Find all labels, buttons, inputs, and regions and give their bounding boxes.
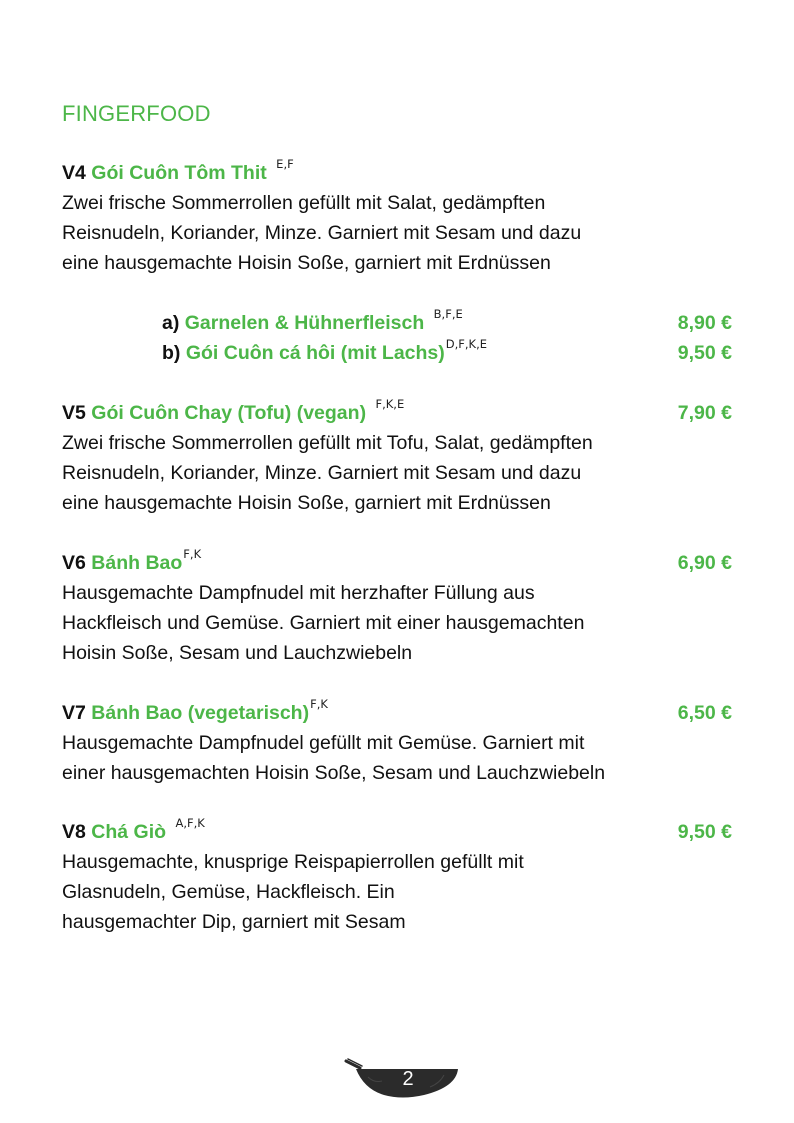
menu-item-v6 bbox=[62, 549, 732, 668]
item-name: Gói Cuôn Chay (Tofu) (vegan) bbox=[91, 402, 367, 424]
section-title: FINGERFOOD bbox=[62, 101, 211, 126]
item-header bbox=[62, 159, 732, 187]
allergen-codes: D,F,K,E bbox=[445, 337, 488, 351]
item-description bbox=[62, 188, 732, 278]
item-header bbox=[62, 699, 732, 727]
allergen-codes: E,F bbox=[276, 157, 294, 171]
description-line: Zwei frische Sommerrollen gefüllt mit Salat, gedämpften bbox=[62, 192, 546, 214]
menu-item-v7 bbox=[62, 699, 732, 788]
description-line: hausgemachter Dip, garniert mit Sesam bbox=[62, 911, 406, 933]
menu-item-v8 bbox=[62, 818, 732, 937]
page-number: 2 bbox=[402, 1068, 414, 1090]
description-line: einer hausgemachten Hoisin Soße, Sesam und Lauchzwiebeln bbox=[62, 762, 606, 784]
item-price: 6,50 € bbox=[677, 702, 732, 724]
option-label: b) bbox=[162, 342, 181, 364]
option-name: Gói Cuôn cá hôi (mit Lachs) bbox=[185, 342, 445, 364]
description-line: Glasnudeln, Gemüse, Hackfleisch. Ein bbox=[62, 881, 395, 903]
menu-item-v5 bbox=[62, 399, 732, 518]
allergen-codes: F,K,E bbox=[375, 397, 405, 411]
item-code: V7 bbox=[62, 702, 86, 724]
description-line: eine hausgemachte Hoisin Soße, garniert mit Erdnüssen bbox=[62, 492, 551, 514]
item-header bbox=[62, 399, 732, 427]
allergen-codes: F,K bbox=[310, 697, 328, 711]
item-price: 6,90 € bbox=[677, 552, 732, 574]
item-name: Gói Cuôn Tôm Thit bbox=[91, 162, 267, 184]
item-price: 7,90 € bbox=[677, 402, 732, 424]
item-description bbox=[62, 578, 732, 668]
menu-item-v4 bbox=[62, 159, 732, 278]
description-line: Hackfleisch und Gemüse. Garniert mit einer hausgemachten bbox=[62, 612, 585, 634]
item-header bbox=[62, 818, 732, 846]
option-price: 9,50 € bbox=[677, 342, 732, 364]
description-line: Reisnudeln, Koriander, Minze. Garniert mit Sesam und dazu bbox=[62, 462, 582, 484]
item-name: Bánh Bao bbox=[91, 552, 183, 574]
item-name: Chá Giò bbox=[91, 821, 167, 843]
item-code: V8 bbox=[62, 821, 86, 843]
item-code: V6 bbox=[62, 552, 86, 574]
item-description bbox=[62, 728, 732, 788]
description-line: Hausgemachte, knusprige Reispapierrollen gefüllt mit bbox=[62, 851, 524, 873]
description-line: Reisnudeln, Koriander, Minze. Garniert mit Sesam und dazu bbox=[62, 222, 582, 244]
item-price: 9,50 € bbox=[677, 821, 732, 843]
description-line: Hausgemachte Dampfnudel gefüllt mit Gemüse. Garniert mit bbox=[62, 732, 585, 754]
item-code: V5 bbox=[62, 402, 86, 424]
option-name: Garnelen & Hühnerfleisch bbox=[184, 312, 425, 334]
allergen-codes: B,F,E bbox=[433, 307, 463, 321]
menu-option-a bbox=[162, 309, 732, 337]
item-header bbox=[62, 549, 732, 577]
description-line: Zwei frische Sommerrollen gefüllt mit Tofu, Salat, gedämpften bbox=[62, 432, 593, 454]
description-line: Hoisin Soße, Sesam und Lauchzwiebeln bbox=[62, 642, 413, 664]
description-line: Hausgemachte Dampfnudel mit herzhafter Füllung aus bbox=[62, 582, 535, 604]
item-description bbox=[62, 847, 732, 937]
item-name: Bánh Bao (vegetarisch) bbox=[91, 702, 310, 724]
allergen-codes: A,F,K bbox=[175, 816, 205, 830]
option-price: 8,90 € bbox=[677, 312, 732, 334]
menu-page bbox=[62, 0, 732, 1123]
allergen-codes: F,K bbox=[183, 547, 202, 561]
item-description bbox=[62, 428, 732, 518]
item-code: V4 bbox=[62, 162, 86, 184]
option-label: a) bbox=[162, 312, 180, 334]
menu-option-b bbox=[162, 339, 732, 367]
description-line: eine hausgemachte Hoisin Soße, garniert mit Erdnüssen bbox=[62, 252, 551, 274]
